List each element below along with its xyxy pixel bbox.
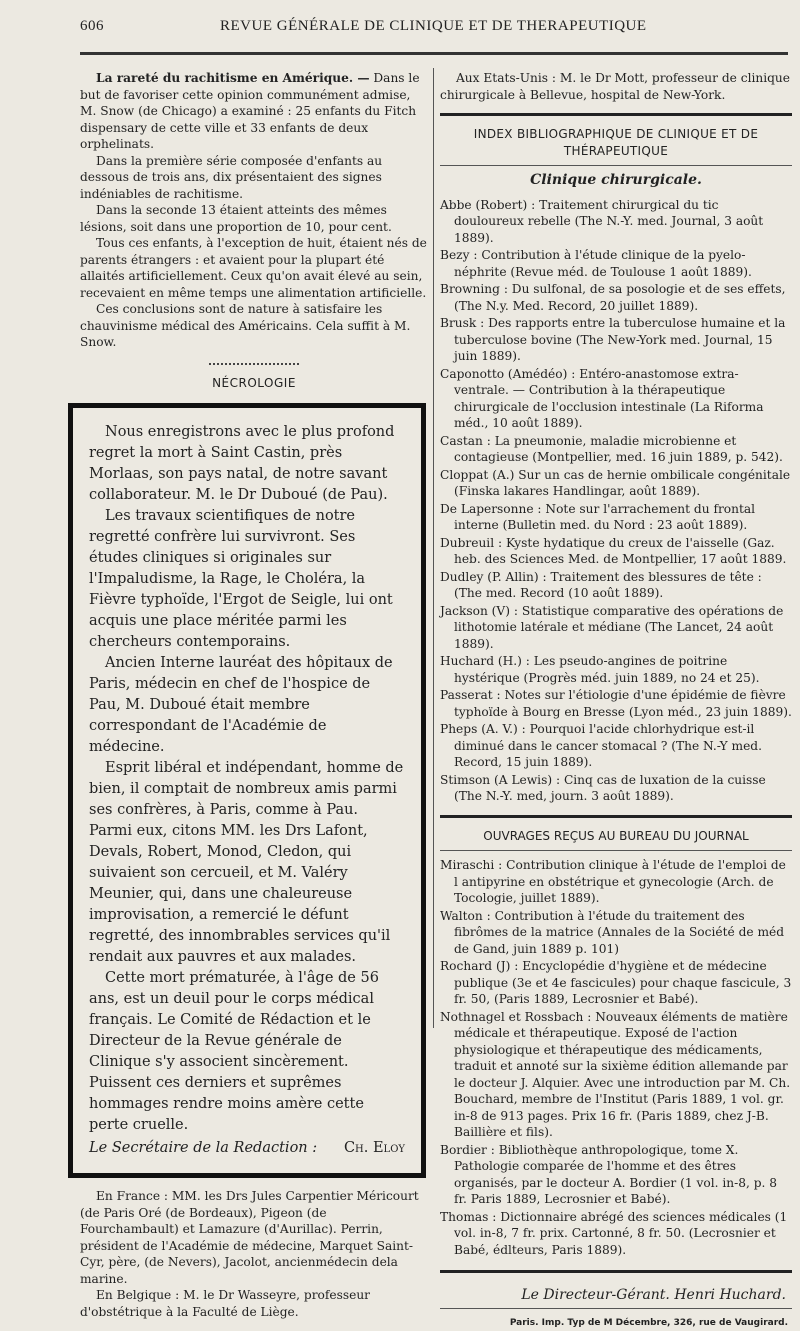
ouvrage-entry: Miraschi : Contribution clinique à l'étude de l'emploi de l antipyrine en obstétrique et gynecologie (Arch. de Tocologie, juillet 1889). (440, 857, 792, 907)
index-rule (440, 165, 792, 166)
footer-rule (440, 1270, 792, 1273)
footer-rule-thin (440, 1308, 792, 1309)
obituary-paragraph-4: Esprit libéral et indépendant, homme de bien, il comptait de nombreux amis parmi ses confrères, à Paris, comme à Pau. Parmi eux, citons MM. les Drs Lafont, Devals, Robert, Monod, Cledon, qui suivaient son cercueil, et M. Valéry Meunier, qui, dans une chaleureuse improvisation, a remercié le défunt regretté, des innombrables services qu'il rendait aux pauvres et aux malades. (89, 758, 405, 968)
index-entry: Castan : La pneumonie, maladie microbienne et contagieuse (Montpellier, med. 16 juin 1889, p. 542). (440, 433, 792, 466)
index-entry: Passerat : Notes sur l'étiologie d'une épidémie de fièvre typhoïde à Bourg en Bresse (Lyon méd., 23 juin 1889). (440, 687, 792, 720)
section-rule (440, 815, 792, 818)
rachitisme-paragraph-3: Dans la seconde 13 étaient atteints des mêmes lésions, soit dans une proportion de 10, pour cent. (80, 202, 428, 235)
index-entry: De Lapersonne : Note sur l'arrachement du frontal interne (Bulletin med. du Nord : 23 août 1889). (440, 501, 792, 534)
imprimerie-line: Paris. Imp. Typ de M Décembre, 326, rue de Vaugirard. (440, 1315, 788, 1331)
ornament-divider (209, 357, 299, 365)
ouvrages-rule (440, 850, 792, 851)
index-entry: Brusk : Des rapports entre la tuberculose humaine et la tuberculose bovine (The New-York med. Journal, 15 juin 1889). (440, 315, 792, 365)
index-entry: Huchard (H.) : Les pseudo-angines de poitrine hystérique (Progrès méd. juin 1889, no 24 et 25). (440, 653, 792, 686)
ouvrage-entry: Nothnagel et Rossbach : Nouveaux éléments de matière médicale et thérapeutique. Exposé de l'action physiologique et thérapeutique des médicaments, traduit et annoté sur la sixième édition allemande par le docteur J. Alquier. Avec une introduction par M. Ch. Bouchard, membre de l'Institut (Paris 1889, 1 vol. gr. in-8 de 913 pages. Prix 16 fr. (Paris 1889, chez J-B. Baillière et fils). (440, 1009, 792, 1141)
rachitisme-paragraph-1 (80, 70, 428, 153)
left-column (80, 70, 428, 1320)
obituary-paragraph-1: Nous enregistrons avec le plus profond regret la mort à Saint Castin, près Morlaas, son pays natal, de notre savant collaborateur. M. le Dr Duboué (de Pau). (89, 422, 405, 506)
index-entry: Abbe (Robert) : Traitement chirurgical du tic douloureux rebelle (The N.-Y. med. Journal, 3 août 1889). (440, 197, 792, 247)
ouvrage-entry: Rochard (J) : Encyclopédie d'hygiène et de médecine publique (3e et 4e fascicules) pour chaque fascicule, 3 fr. 50, (Paris 1889, Lecrosnier et Babé). (440, 958, 792, 1008)
rachitisme-paragraph-5: Ces conclusions sont de nature à satisfaire les chauvinisme médical des Américains. Cela suffit à M. Snow. (80, 301, 428, 351)
section-rule (440, 113, 792, 116)
running-header (80, 18, 780, 36)
header-rule (80, 52, 788, 55)
index-entry: Cloppat (A.) Sur un cas de hernie ombilicale congénitale (Finska lakares Handlingar, août 1889). (440, 467, 792, 500)
index-entry: Pheps (A. V.) : Pourquoi l'acide chlorhydrique est-il diminué dans le cancer stomacal ? (The N.-Y med. Record, 15 juin 1889). (440, 721, 792, 771)
clinique-chirurgicale-title: Clinique chirurgicale. (440, 172, 792, 189)
index-entry: Browning : Du sulfonal, de sa posologie et de ses effets, (The N.y. Med. Record, 20 juillet 1889). (440, 281, 792, 314)
obituary-signature (89, 1138, 405, 1159)
ouvrages-title: OUVRAGES REÇUS AU BUREAU DU JOURNAL (440, 828, 792, 845)
index-entry: Jackson (V) : Statistique comparative des opérations de lithotomie latérale et médiane (The Lancet, 24 août 1889). (440, 603, 792, 653)
obituary-box (68, 403, 426, 1178)
signature-name: Ch. Eloy (344, 1138, 405, 1159)
deaths-list (80, 1188, 428, 1320)
ouvrages-list (440, 857, 792, 1258)
rachitisme-paragraph-4: Tous ces enfants, à l'exception de huit, étaient nés de parents étrangers : et avaient pour la plupart été allaités artificiellement. Ceux qu'on avait élevé au sein, recevaient en même temps une alimentation artificielle. (80, 235, 428, 301)
index-entry: Dudley (P. Allin) : Traitement des blessures de tête : (The med. Record (10 août 1889). (440, 569, 792, 602)
rachitisme-text-1: Dans le but de favoriser cette opinion communément admise, M. Snow (de Chicago) a examiné : 25 enfants du Fitch dispensary de cette ville et 33 enfants de deux orphelinats. (80, 71, 420, 151)
journal-title: REVUE GÉNÉRALE DE CLINIQUE ET DE THERAPEUTIQUE (220, 18, 647, 35)
index-entry: Caponotto (Amédéo) : Entéro-anastomose extra-ventrale. — Contribution à la thérapeutique chirurgicale de l'occlusion intestinale (La Riforma méd., 10 août 1889). (440, 366, 792, 432)
deaths-france: En France : MM. les Drs Jules Carpentier Méricourt (de Paris Oré (de Bordeaux), Pigeon (de Fourchambault) et Lamazure (d'Aurillac). Perrin, président de l'Académie de médecine, Marquet Saint-Cyr, père, (de Nevers), Jacolot, ancienmédecin dela marine. (80, 1188, 428, 1287)
page-number: 606 (80, 18, 104, 35)
ouvrage-entry: Walton : Contribution à l'étude du traitement des fibrômes de la matrice (Annales de la Société de méd de Gand, juin 1889 p. 101) (440, 908, 792, 958)
signature-role: Le Secrétaire de la Redaction : (89, 1138, 317, 1159)
directeur-gerant: Le Directeur-Gérant. Henri Huchard. (440, 1287, 786, 1304)
deaths-etats-unis: Aux Etats-Unis : M. le Dr Mott, professeur de clinique chirurgicale à Bellevue, hospital de New-York. (440, 70, 792, 103)
deaths-belgique: En Belgique : M. le Dr Wasseyre, professeur d'obstétrique à la Faculté de Liège. (80, 1287, 428, 1320)
ouvrage-entry: Thomas : Dictionnaire abrégé des sciences médicales (1 vol. in-8, 7 fr. prix. Cartonné, 8 fr. 50. (Lecrosnier et Babé, édlteurs, Paris 1889). (440, 1209, 792, 1259)
ouvrage-entry: Bordier : Bibliothèque anthropologique, tome X. Pathologie comparée de l'homme et des êtres organisés, par le docteur A. Bordier (1 vol. in-8, p. 8 fr. Paris 1889, Lecrosnier et Babé). (440, 1142, 792, 1208)
index-entries (440, 197, 792, 805)
obituary-paragraph-3: Ancien Interne lauréat des hôpitaux de Paris, médecin en chef de l'hospice de Pau, M. Duboué était membre correspondant de l'Académie de médecine. (89, 653, 405, 758)
necrologie-title: NÉCROLOGIE (80, 375, 428, 392)
index-entry: Bezy : Contribution à l'étude clinique de la pyelo-néphrite (Revue méd. de Toulouse 1 août 1889). (440, 247, 792, 280)
index-title: INDEX BIBLIOGRAPHIQUE DE CLINIQUE ET DE THÉRAPEUTIQUE (440, 126, 792, 159)
rachitisme-paragraph-2: Dans la première série composée d'enfants au dessous de trois ans, dix présentaient des signes indéniables de rachitisme. (80, 153, 428, 203)
index-entry: Stimson (A Lewis) : Cinq cas de luxation de la cuisse (The N.-Y. med, journ. 3 août 1889). (440, 772, 792, 805)
column-divider (433, 68, 434, 1028)
right-column (440, 70, 792, 1331)
obituary-paragraph-5: Cette mort prématurée, à l'âge de 56 ans, est un deuil pour le corps médical français. Le Comité de Rédaction et le Directeur de la Revue générale de Clinique s'y associent sincèrement. Puissent ces derniers et suprêmes hommages rendre moins amère cette perte cruelle. (89, 968, 405, 1136)
index-entry: Dubreuil : Kyste hydatique du creux de l'aisselle (Gaz. heb. des Sciences Med. de Montpellier, 17 août 1889. (440, 535, 792, 568)
obituary-paragraph-2: Les travaux scientifiques de notre regretté confrère lui survivront. Ses études cliniques si originales sur l'Impaludisme, la Rage, le Choléra, la Fièvre typhoïde, l'Ergot de Seigle, lui ont acquis une place méritée parmi les chercheurs contemporains. (89, 506, 405, 653)
rachitisme-heading: La rareté du rachitisme en Amérique. — (96, 71, 370, 85)
